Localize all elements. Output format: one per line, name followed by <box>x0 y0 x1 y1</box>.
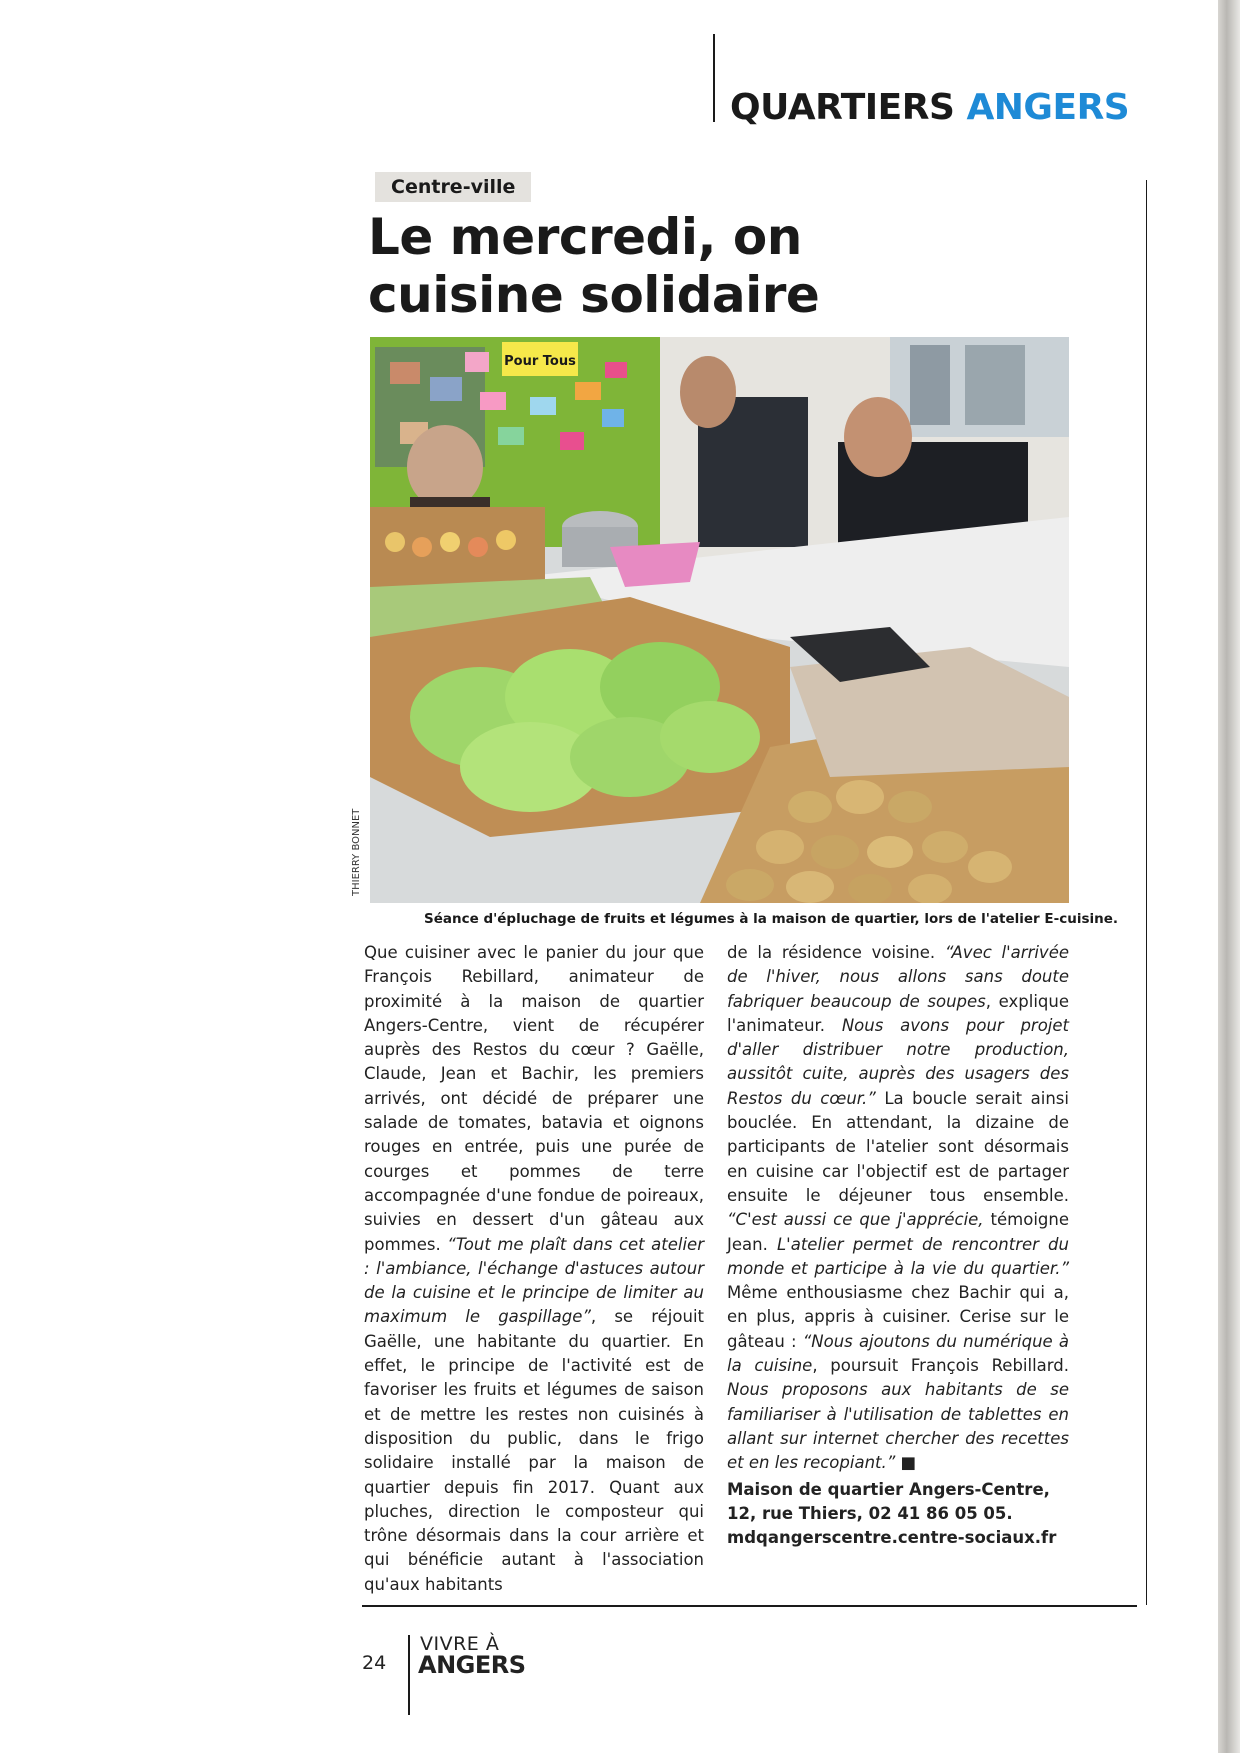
body-text: , poursuit François Rebillard. <box>812 1356 1070 1376</box>
section-city: ANGERS <box>966 87 1130 128</box>
article-column-right <box>727 941 1069 1550</box>
body-quote: “C'est aussi ce que j'apprécie, <box>727 1210 984 1230</box>
body-quote: “Avec l'arrivée de l'hiver, nous allons sans doute fabriquer beaucoup de soupes <box>727 943 1070 1011</box>
body-quote: L'atelier permet de rencontrer du monde et participe à la vie du quartier.” <box>727 1234 1069 1278</box>
column-rule <box>1146 180 1147 1605</box>
contact-address <box>727 1478 1069 1550</box>
section-header <box>730 88 1129 128</box>
body-quote: Nous avons pour projet d'aller distribuer notre production, aussitôt cuite, auprès des usagers des Restos du cœur.” <box>727 1015 1070 1108</box>
body-text: Que cuisiner avec le panier du jour que François Rebillard, animateur de proximité à la maison de quartier Angers-Centre, vient de récupérer auprès des Restos du cœur ? Gaëlle, Claude, Jean et Bachir, les premiers arrivés, ont décidé de préparer une salade de tomates, batavia et oignons rouges en entrée, puis une purée de courges et pommes de terre accompagnée d'une fondue de poireaux, suivies en dessert d'un gâteau aux pommes. <box>364 943 704 1254</box>
address-website: mdqangerscentre.centre-sociaux.fr <box>727 1527 1057 1547</box>
body-text: , se réjouit Gaëlle, une habitante du quartier. En effet, le principe de l'activité est de favoriser les fruits et légumes de saison et de mettre les restes non cuisinés à disposition du public, dans le frigo solidaire installé par la maison de quartier depuis fin 2017. Quant aux pluches, direction le composteur qui trône désormais dans la cour arrière et qui bénéficie autant à l'association qu'aux habitants <box>364 1307 704 1594</box>
address-name: Maison de quartier Angers-Centre, <box>727 1479 1050 1499</box>
section-name: QUARTIERS <box>730 87 955 128</box>
magazine-logo-top: VIVRE À <box>420 1633 500 1655</box>
footer-divider <box>408 1635 410 1715</box>
article-column-left <box>364 941 704 1597</box>
article-photo <box>370 337 1069 903</box>
page-edge <box>1218 0 1240 1753</box>
page-number: 24 <box>362 1652 387 1674</box>
body-text: témoigne Jean. <box>727 1210 1069 1254</box>
body-text: , explique l'animateur. <box>727 991 1069 1035</box>
body-quote: Nous proposons aux habitants de se familiariser à l'utilisation de tablettes en allant sur internet chercher des recettes et en les recopiant.” <box>727 1380 1069 1473</box>
end-mark: ■ <box>895 1453 917 1473</box>
article-headline: Le mercredi, on cuisine solidaire <box>368 208 820 324</box>
body-paragraph <box>727 941 1069 1476</box>
body-text: La boucle serait ainsi bouclée. En attendant, la dizaine de participants de l'atelier sont désormais en cuisine car l'objectif est de partager ensuite le déjeuner tous ensemble. <box>727 1088 1069 1205</box>
footer-rule <box>362 1605 1137 1607</box>
body-text: de la résidence voisine. <box>727 943 945 962</box>
address-street-phone: 12, rue Thiers, 02 41 86 05 05. <box>727 1503 1013 1523</box>
poster-sign-text: Pour Tous <box>504 354 576 369</box>
kitchen-workshop-illustration <box>370 337 1069 903</box>
body-text: Même enthousiasme chez Bachir qui a, en plus, appris à cuisiner. Cerise sur le gâteau : <box>727 1283 1069 1351</box>
body-paragraph <box>364 941 704 1597</box>
photo-credit: THIERRY BONNET <box>351 808 362 896</box>
body-quote: “Nous ajoutons du numérique à la cuisine <box>727 1331 1069 1376</box>
magazine-logo-bottom: ANGERS <box>418 1651 526 1679</box>
district-tag: Centre-ville <box>375 172 531 202</box>
photo-caption: Séance d'épluchage de fruits et légumes à la maison de quartier, lors de l'atelier E-cuisine. <box>424 911 1119 927</box>
body-quote: “Tout me plaît dans cet atelier : l'ambiance, l'échange d'astuces autour de la cuisine et le principe de limiter au maximum le gaspillage” <box>364 1234 704 1327</box>
header-divider <box>713 34 715 122</box>
